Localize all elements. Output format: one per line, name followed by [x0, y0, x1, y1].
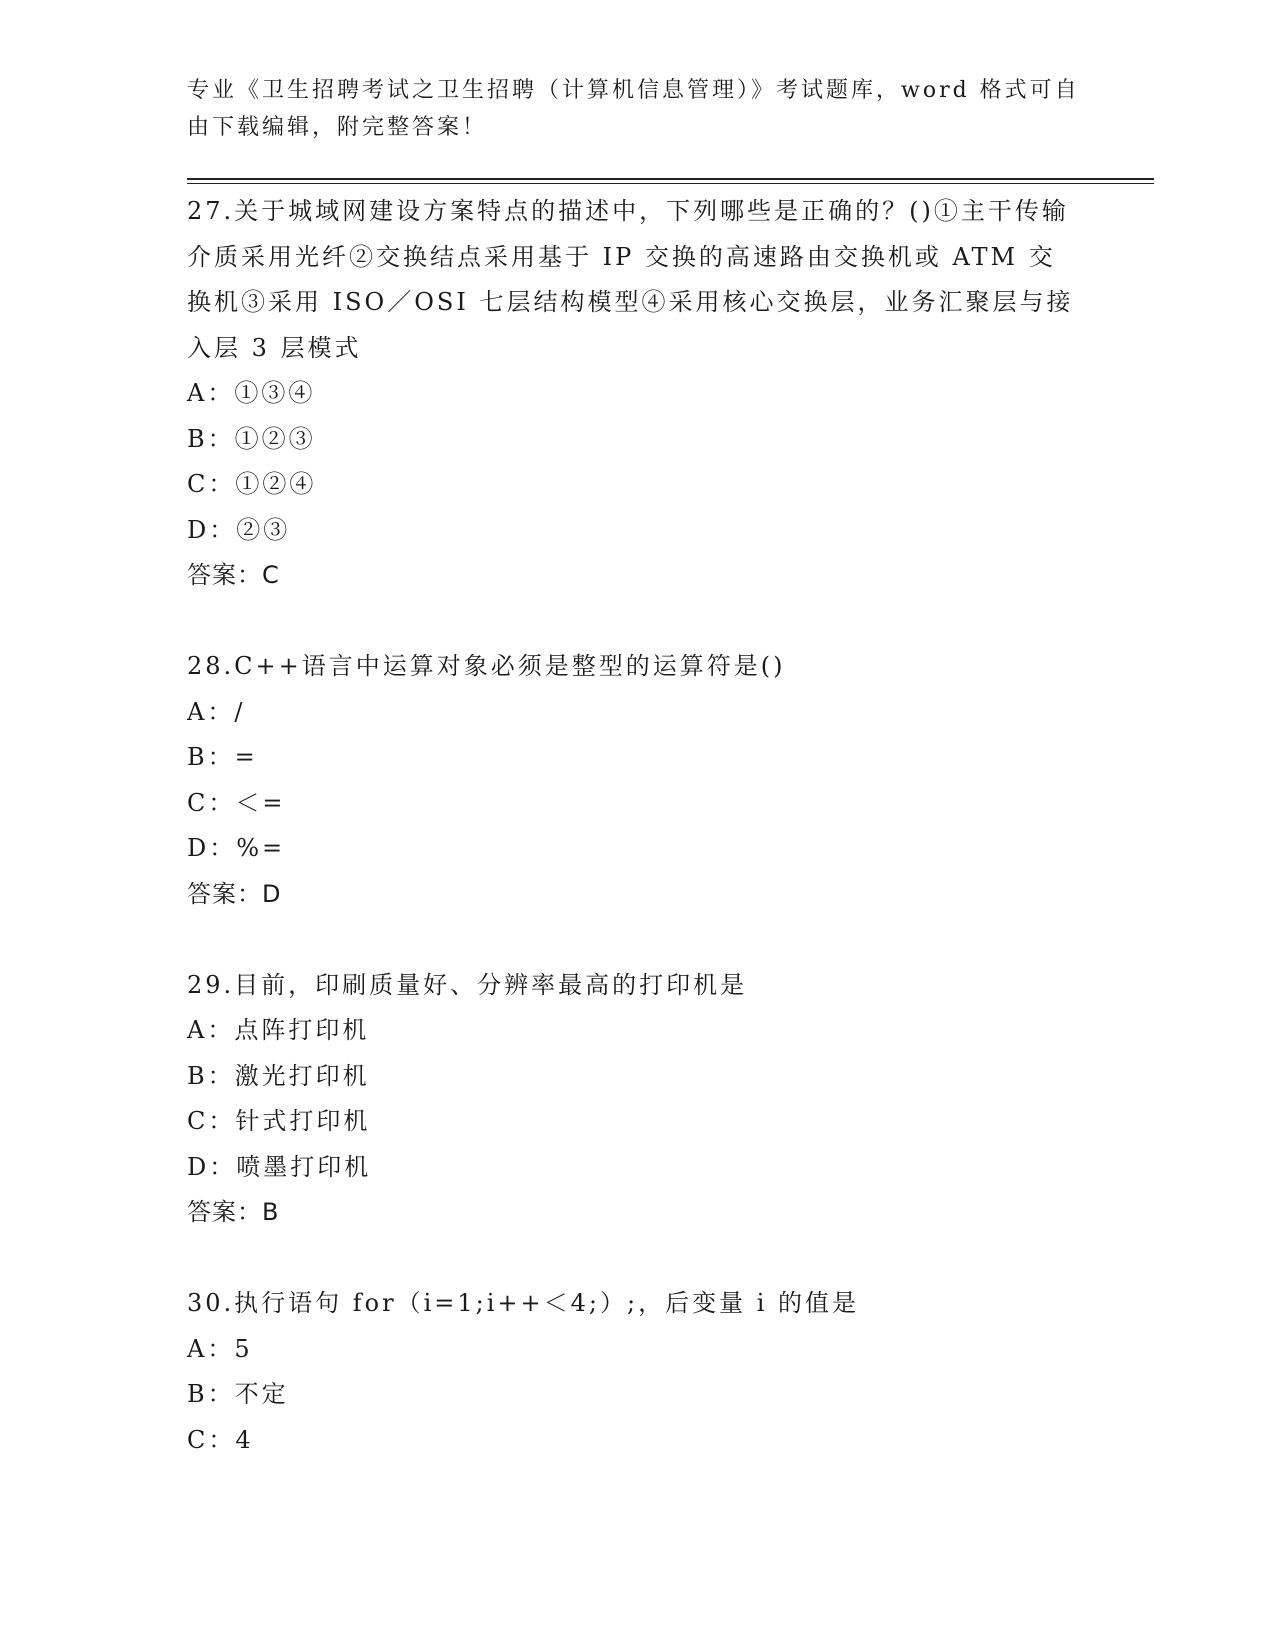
question-spacer	[187, 1236, 1087, 1282]
option-b: B：①②③	[187, 424, 316, 453]
answer-line: 答案：C	[187, 561, 280, 589]
header-rule-thick	[187, 178, 1154, 180]
option-b: B：=	[187, 743, 258, 771]
answer-line: 答案：D	[187, 879, 282, 908]
option-d: D：喷墨打印机	[187, 1152, 372, 1181]
question-stem: 30.执行语句 for（i=1;i++＜4;）;，后变量 i 的值是	[187, 1289, 860, 1317]
option-d: D：%=	[187, 834, 286, 862]
option-a: A：/	[187, 697, 246, 726]
question-list	[187, 189, 1087, 1463]
question-stem: 29.目前，印刷质量好、分辨率最高的打印机是	[187, 970, 748, 999]
question-stem: 27.关于城域网建设方案特点的描述中，下列哪些是正确的？()①主干传输介质采用光纤②交换结点采用基于 IP 交换的高速路由交换机或 ATM 交换机③采用 ISO／OSI 七层结构模型④采用核心交换层，业务汇聚层与接入层 3 层模式	[187, 197, 1074, 362]
option-d: D：②③	[187, 515, 291, 544]
question-29	[187, 963, 1087, 1236]
option-a: A：点阵打印机	[187, 1016, 370, 1044]
option-a: A：5	[187, 1334, 253, 1363]
question-30	[187, 1281, 1087, 1463]
option-c: C：4	[187, 1425, 254, 1454]
option-b: B：激光打印机	[187, 1061, 370, 1090]
document-header: 专业《卫生招聘考试之卫生招聘（计算机信息管理）》考试题库，word 格式可自由下载编辑，附完整答案！	[187, 78, 1080, 140]
question-28	[187, 644, 1087, 917]
option-c: C：①②④	[187, 470, 317, 498]
option-a: A：①③④	[187, 379, 316, 407]
option-c: C：针式打印机	[187, 1107, 371, 1135]
question-spacer	[187, 599, 1087, 645]
answer-line: 答案：B	[187, 1198, 280, 1226]
header-rule-thin	[187, 183, 1154, 184]
question-stem: 28.C++语言中运算对象必须是整型的运算符是()	[187, 652, 786, 680]
question-27	[187, 189, 1087, 599]
question-spacer	[187, 917, 1087, 963]
option-b: B：不定	[187, 1380, 289, 1408]
option-c: C：＜=	[187, 788, 286, 817]
